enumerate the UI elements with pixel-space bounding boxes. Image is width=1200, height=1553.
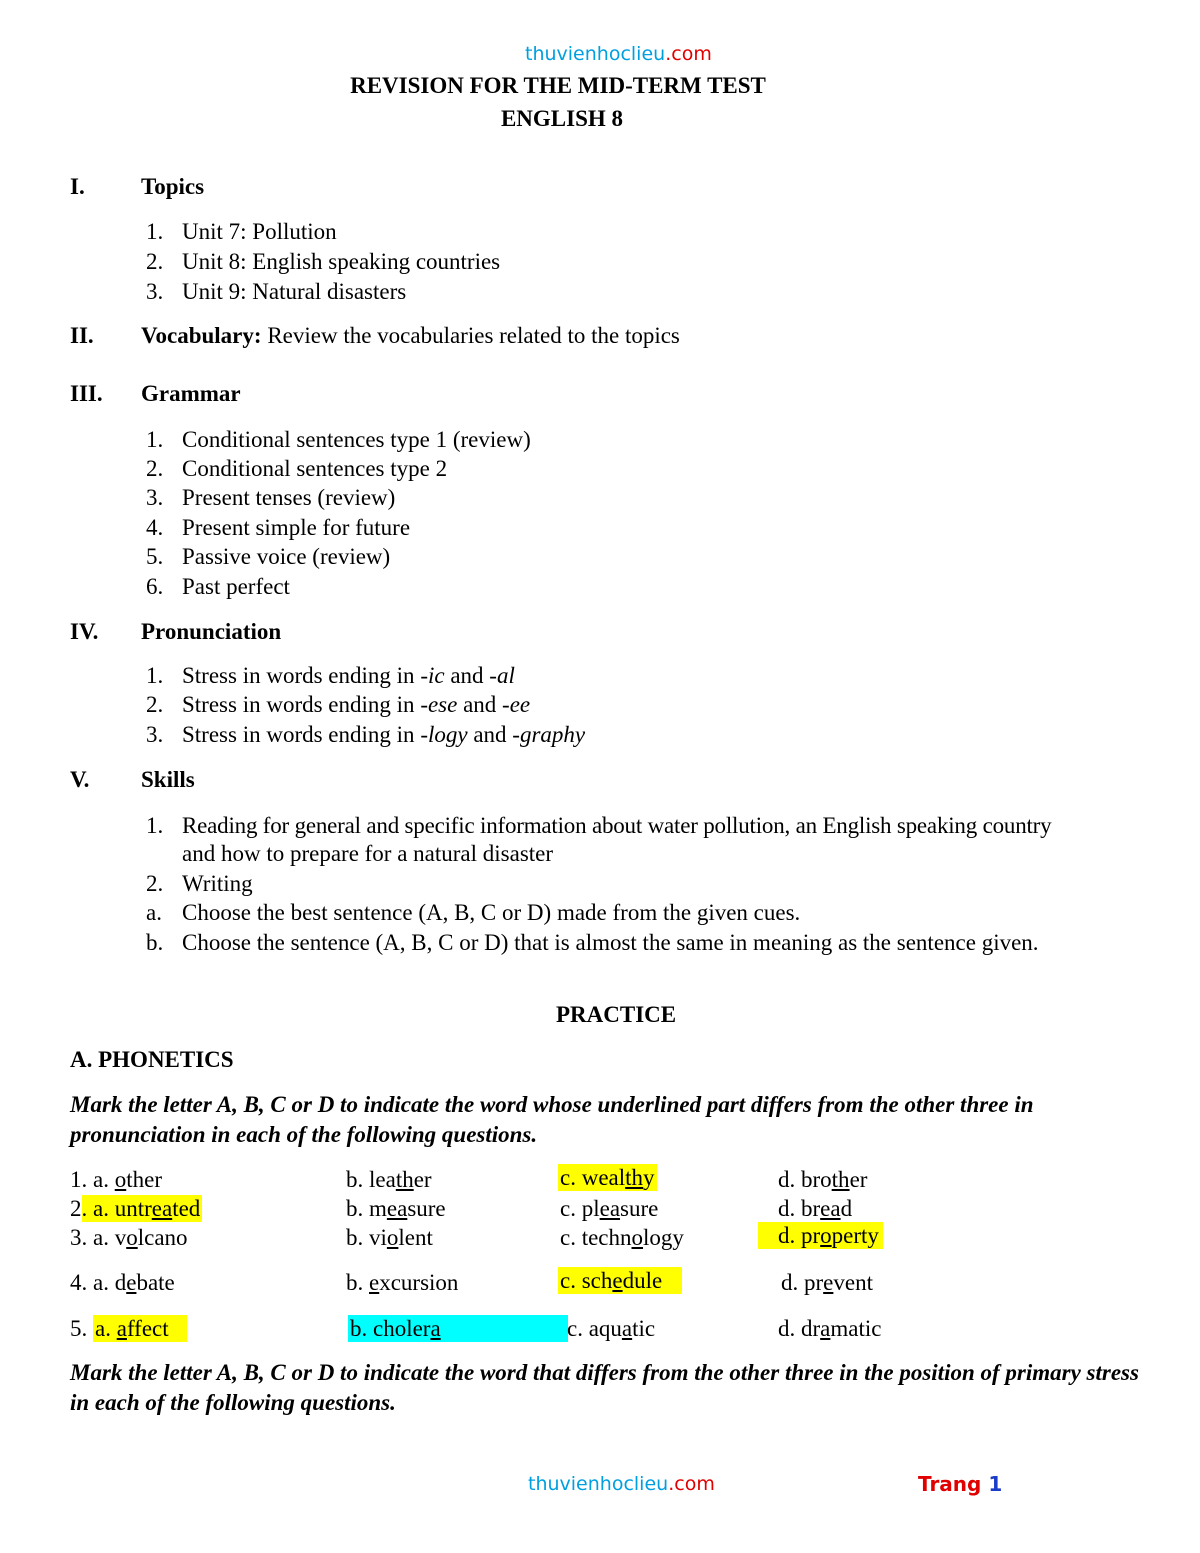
option-d: d. bread [778, 1196, 853, 1221]
option-b: b. excursion [346, 1270, 459, 1295]
phonetics-title: A. PHONETICS [70, 1047, 234, 1072]
list-num: b. [146, 930, 164, 955]
question-row: 4. a. debate [70, 1270, 175, 1295]
list-num: 4. [146, 515, 164, 540]
list-item: Stress in words ending in -ic and -al [182, 663, 515, 688]
section-title-skills: Skills [141, 767, 195, 792]
page-number: Trang 1 [918, 1472, 1003, 1496]
list-num: 3. [146, 279, 164, 304]
site-footer: thuvienhoclieu.com [528, 1473, 715, 1495]
list-num: a. [146, 900, 162, 925]
option-c: c. technology [560, 1225, 684, 1250]
practice-title: PRACTICE [556, 1002, 677, 1027]
option-b: b. violent [346, 1225, 433, 1250]
list-num: 2. [146, 456, 164, 481]
option-b: b. measure [346, 1196, 446, 1221]
option-c: c. aquatic [567, 1316, 656, 1341]
option-c: c. pleasure [560, 1196, 659, 1221]
section-num: V. [70, 767, 90, 792]
list-item: Conditional sentences type 2 [182, 456, 448, 481]
list-num: 2. [146, 692, 164, 717]
section-num: IV. [70, 619, 99, 644]
list-num: 2. [146, 871, 164, 896]
question-row: 2. a. untreated [70, 1196, 201, 1221]
list-num: 2. [146, 249, 164, 274]
option-c-highlighted: c. wealthy [560, 1165, 655, 1190]
section-num: I. [70, 174, 85, 199]
list-item: Writing [182, 871, 253, 896]
list-item: Present tenses (review) [182, 485, 396, 510]
option-d: d. prevent [781, 1270, 873, 1295]
option-d: d. brother [778, 1167, 868, 1192]
instruction-1: Mark the letter A, B, C or D to indicate the word whose underlined part differs from the other three in pronunciation in each of the following questions. [70, 1092, 1034, 1147]
list-num: 1. [146, 219, 164, 244]
list-num: 3. [146, 485, 164, 510]
instruction-2: Mark the letter A, B, C or D to indicate the word that differs from the other three in the position of primary stress in each of the following questions. [70, 1360, 1139, 1415]
section-title-topics: Topics [141, 174, 205, 199]
section-num: III. [70, 381, 103, 406]
list-item: Choose the sentence (A, B, C or D) that is almost the same in meaning as the sentence given. [182, 930, 1039, 955]
list-item: Conditional sentences type 1 (review) [182, 427, 531, 452]
doc-subtitle: ENGLISH 8 [500, 106, 624, 131]
question-row: 5. a. affect [70, 1317, 187, 1340]
list-item: Stress in words ending in -logy and -graphy [182, 722, 586, 747]
vocabulary-line: Vocabulary: Review the vocabularies related to the topics [141, 323, 680, 348]
list-item: Passive voice (review) [182, 544, 391, 569]
option-c-highlighted: c. schedule [558, 1269, 682, 1292]
list-item: Unit 8: English speaking countries [182, 249, 501, 274]
list-item: Past perfect [182, 574, 290, 599]
list-item: Present simple for future [182, 515, 411, 540]
doc-title: REVISION FOR THE MID-TERM TEST [350, 73, 766, 98]
list-num: 5. [146, 544, 164, 569]
list-num: 1. [146, 663, 164, 688]
list-item: Reading for general and specific information about water pollution, an English speaking country [182, 813, 1052, 838]
list-item: Unit 9: Natural disasters [182, 279, 407, 304]
section-title-grammar: Grammar [141, 381, 241, 406]
list-item: Choose the best sentence (A, B, C or D) made from the given cues. [182, 900, 801, 925]
section-num: II. [70, 323, 94, 348]
option-d-highlighted: d. property [758, 1224, 883, 1247]
site-header: thuvienhoclieu.com [525, 43, 712, 65]
option-b: b. leather [346, 1167, 432, 1192]
list-item: Unit 7: Pollution [182, 219, 337, 244]
section-title-pronunciation: Pronunciation [141, 619, 282, 644]
list-num: 1. [146, 813, 164, 838]
option-d: d. dramatic [778, 1316, 882, 1341]
list-num: 3. [146, 722, 164, 747]
list-item-cont: and how to prepare for a natural disaster [182, 841, 554, 866]
list-num: 6. [146, 574, 164, 599]
question-row: 3. a. volcano [70, 1225, 188, 1250]
question-row: 1. a. other [70, 1167, 162, 1192]
list-num: 1. [146, 427, 164, 452]
option-b-highlighted: b. cholera [348, 1315, 568, 1342]
list-item: Stress in words ending in -ese and -ee [182, 692, 531, 717]
